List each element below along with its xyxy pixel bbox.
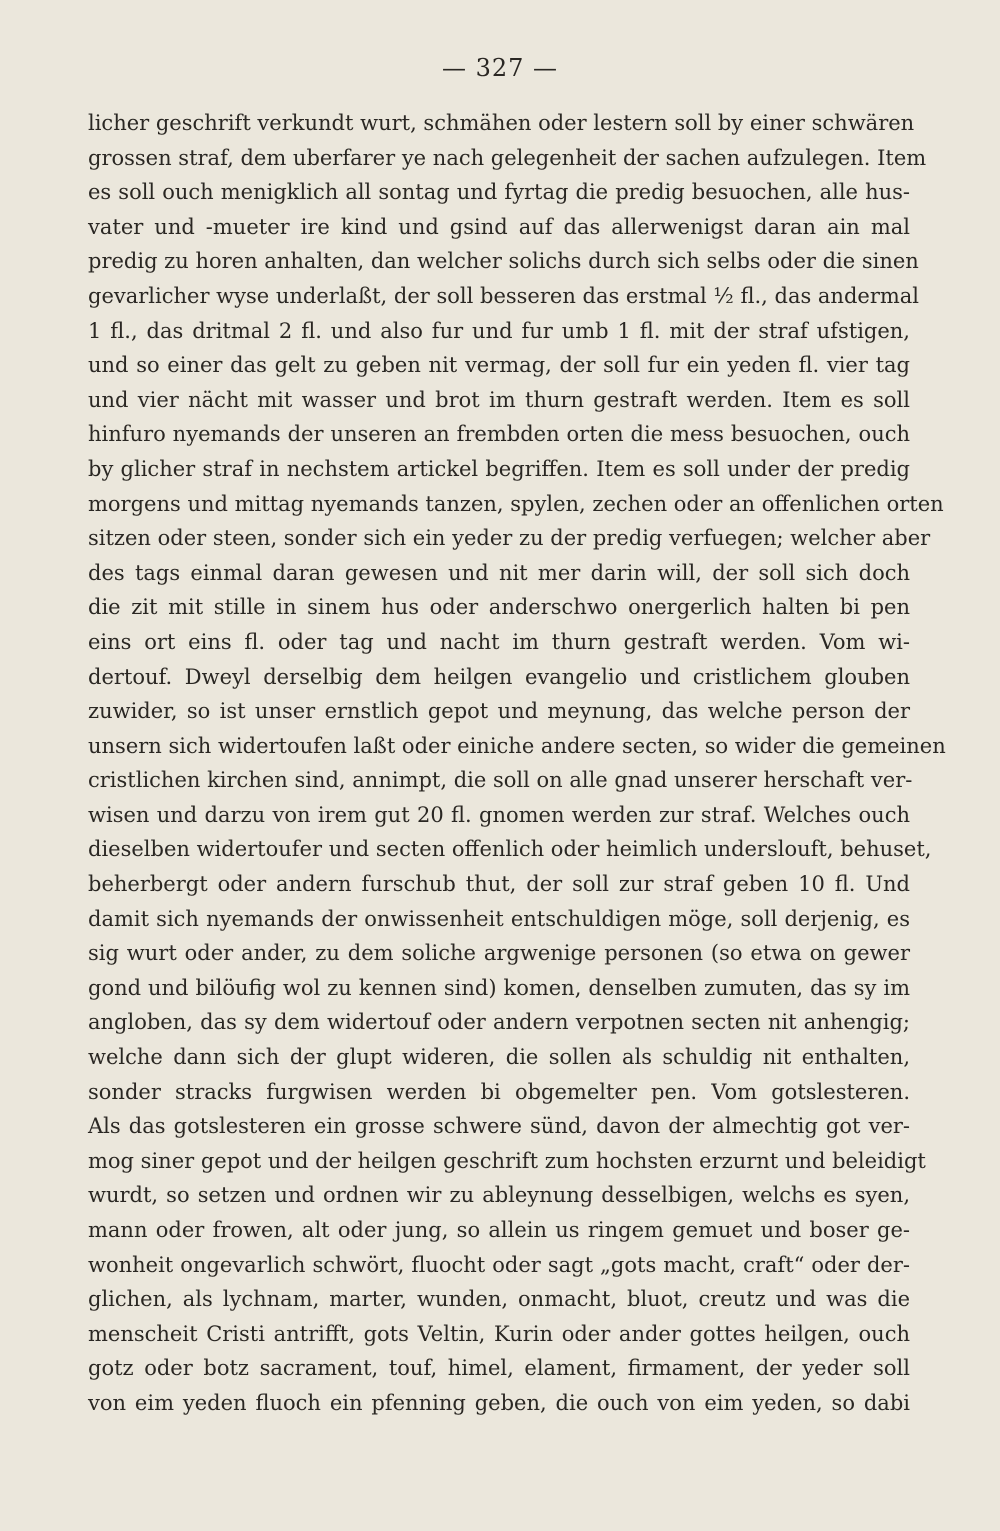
text-line: predig zu horen anhalten, dan welcher solichs durch sich selbs oder die sinen xyxy=(88,249,919,274)
text-line: des tags einmal daran gewesen und nit mer darin will, der soll sich doch xyxy=(88,560,910,585)
text-line: wurdt, so setzen und ordnen wir zu ableynung desselbigen, welchs es syen, xyxy=(88,1183,910,1208)
text-line: angloben, das sy dem widertouf oder andern verpotnen secten nit anhengig; xyxy=(88,1010,910,1035)
text-line: welche dann sich der glupt wideren, die sollen als schuldig nit enthalten, xyxy=(88,1045,910,1070)
text-line: gevarlicher wyse underlaßt, der soll besseren das erstmal ½ fl., das andermal xyxy=(88,283,920,308)
text-line: Als das gotslesteren ein grosse schwere sünd, davon der almechtig got ver- xyxy=(88,1114,910,1139)
text-line: zuwider, so ist unser ernstlich gepot und meynung, das welche person der xyxy=(88,699,910,724)
text-line: damit sich nyemands der onwissenheit entschuldigen möge, soll derjenig, es xyxy=(88,906,910,931)
text-line: beherbergt oder andern furschub thut, der soll zur straf geben 10 fl. Und xyxy=(88,872,910,897)
text-line: hinfuro nyemands der unseren an frembden orten die mess besuochen, ouch xyxy=(88,422,910,447)
text-line: morgens und mittag nyemands tanzen, spylen, zechen oder an offenlichen orten xyxy=(88,491,944,516)
text-line: grossen straf, dem uberfarer ye nach gelegenheit der sachen aufzulegen. Item xyxy=(88,145,927,170)
text-line: dertouf. Dweyl derselbig dem heilgen evangelio und cristlichem glouben xyxy=(88,664,910,689)
text-line: vater und -mueter ire kind und gsind auf das allerwenigst daran ain mal xyxy=(88,214,910,239)
text-line: unsern sich widertoufen laßt oder einiche andere secten, so wider die gemeinen xyxy=(88,733,946,758)
text-line: licher geschrift verkundt wurt, schmähen oder lestern soll by einer schwären xyxy=(88,111,915,135)
text-line: mann oder frowen, alt oder jung, so allein us ringem gemuet und boser ge- xyxy=(88,1218,910,1242)
text-line: menscheit Cristi antrifft, gots Veltin, Kurin oder ander gottes heilgen, ouch xyxy=(88,1321,910,1346)
body-text xyxy=(88,106,946,1421)
text-line: gotz oder botz sacrament, touf, himel, elament, firmament, der yeder soll xyxy=(88,1356,910,1381)
text-line: sig wurt oder ander, zu dem soliche argwenige personen (so etwa on gewer xyxy=(88,941,910,966)
text-line: es soll ouch menigklich all sontag und fyrtag die predig besuochen, alle hus- xyxy=(88,180,910,205)
text-line: gond und bilöufig wol zu kennen sind) komen, denselben zumuten, das sy im xyxy=(88,975,910,1000)
text-line: sitzen oder steen, sonder sich ein yeder zu der predig verfuegen; welcher aber xyxy=(88,526,931,551)
text-line: die zit mit stille in sinem hus oder anderschwo onergerlich halten bi pen xyxy=(88,595,910,620)
text-line: wonheit ongevarlich schwört, fluocht oder sagt „gots macht, craft“ oder der- xyxy=(88,1252,910,1277)
text-line: dieselben widertoufer und secten offenlich oder heimlich underslouft, behuset, xyxy=(88,837,932,862)
text-line: mog siner gepot und der heilgen geschrift zum hochsten erzurnt und beleidigt xyxy=(88,1148,926,1173)
text-line: eins ort eins fl. oder tag und nacht im thurn gestraft werden. Vom wi- xyxy=(88,629,910,654)
text-line: glichen, als lychnam, marter, wunden, onmacht, bluot, creutz und was die xyxy=(88,1287,910,1312)
text-line: und so einer das gelt zu geben nit vermag, der soll fur ein yeden fl. vier tag xyxy=(88,353,910,378)
text-line: sonder stracks furgwisen werden bi obgemelter pen. Vom gotslesteren. xyxy=(88,1079,910,1104)
text-line: und vier nächt mit wasser und brot im thurn gestraft werden. Item es soll xyxy=(88,387,910,412)
text-line: von eim yeden fluoch ein pfenning geben, die ouch von eim yeden, so dabi xyxy=(88,1390,910,1415)
text-line: wisen und darzu von irem gut 20 fl. gnomen werden zur straf. Welches ouch xyxy=(88,802,910,827)
text-line: by glicher straf in nechstem artickel begriffen. Item es soll under der predig xyxy=(88,456,910,481)
text-line: 1 fl., das dritmal 2 fl. und also fur und fur umb 1 fl. mit der straf ufstigen, xyxy=(88,318,910,343)
text-line: cristlichen kirchen sind, annimpt, die soll on alle gnad unserer herschaft ver- xyxy=(88,768,913,793)
page-number: — 327 — xyxy=(441,54,559,82)
